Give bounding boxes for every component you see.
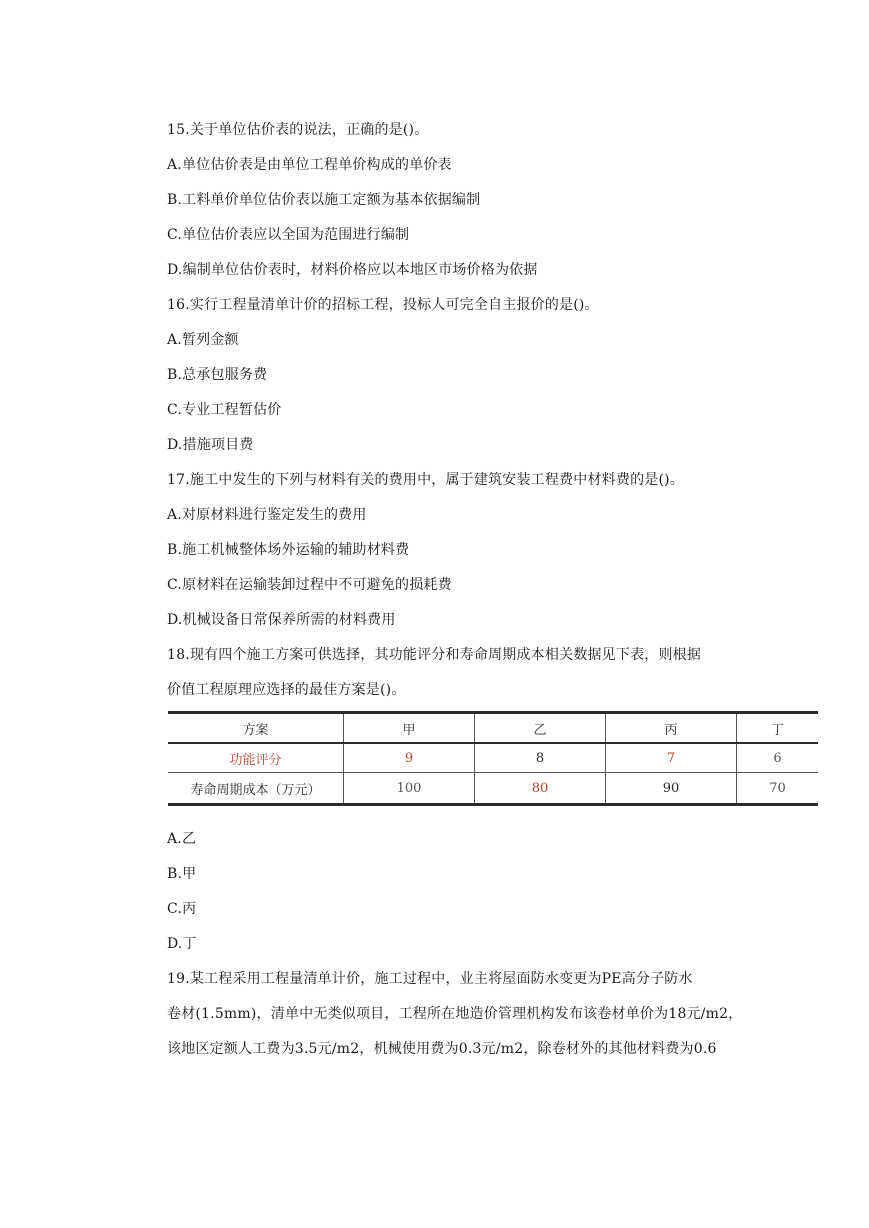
table-cell: 80: [475, 773, 606, 805]
table-header-cell: 甲: [344, 713, 475, 744]
question-15-option-b: B.工料单价单位估价表以施工定额为基本依据编制: [167, 192, 481, 208]
question-16-stem: 16.实行工程量清单计价的招标工程，投标人可完全自主报价的是()。: [167, 297, 599, 313]
question-15-option-c: C.单位估价表应以全国为范围进行编制: [167, 227, 410, 243]
table-header-row: [168, 713, 818, 744]
table-header-cell: 丁: [737, 713, 819, 744]
question-18-stem-line-2: 价值工程原理应选择的最佳方案是()。: [167, 682, 406, 698]
table-cell: 8: [475, 743, 606, 773]
question-19-stem-line-1: 19.某工程采用工程量清单计价，施工过程中，业主将屋面防水变更为PE高分子防水: [167, 971, 693, 987]
question-18-option-d: D.丁: [167, 936, 197, 952]
question-19-stem-line-3: 该地区定额人工费为3.5元/m2，机械使用费为0.3元/m2，除卷材外的其他材料费为0.6: [167, 1041, 717, 1057]
table-cell: 7: [606, 743, 737, 773]
table-cell: 90: [606, 773, 737, 805]
table-row-label: 功能评分: [168, 743, 344, 773]
table-header-cell: 方案: [168, 713, 344, 744]
question-16-option-c: C.专业工程暂估价: [167, 402, 282, 418]
question-18-option-c: C.丙: [167, 901, 197, 917]
question-17-stem: 17.施工中发生的下列与材料有关的费用中，属于建筑安装工程费中材料费的是()。: [167, 472, 684, 488]
question-17-option-d: D.机械设备日常保养所需的材料费用: [167, 612, 396, 628]
table-cell: 100: [344, 773, 475, 805]
question-16-option-b: B.总承包服务费: [167, 367, 268, 383]
table-cell: 6: [737, 743, 819, 773]
question-17-option-a: A.对原材料进行鉴定发生的费用: [167, 507, 367, 523]
question-18-option-a: A.乙: [167, 831, 197, 847]
table-row: [168, 773, 818, 805]
scheme-comparison-table: [168, 711, 814, 805]
table-cell: 70: [737, 773, 819, 805]
question-18-option-b: B.甲: [167, 866, 197, 882]
question-16-option-d: D.措施项目费: [167, 437, 254, 453]
question-15-stem: 15.关于单位估价表的说法，正确的是()。: [167, 122, 429, 138]
question-18-stem-line-1: 18.现有四个施工方案可供选择，其功能评分和寿命周期成本相关数据见下表，则根据: [167, 647, 702, 663]
question-17-option-b: B.施工机械整体场外运输的辅助材料费: [167, 542, 410, 558]
table-row: [168, 743, 818, 773]
table-row-label: 寿命周期成本（万元）: [168, 773, 344, 805]
question-15-option-d: D.编制单位估价表时，材料价格应以本地区市场价格为依据: [167, 262, 538, 278]
question-17-option-c: C.原材料在运输装卸过程中不可避免的损耗费: [167, 577, 452, 593]
question-19-stem-line-2: 卷材(1.5mm)，清单中无类似项目，工程所在地造价管理机构发布该卷材单价为18元/m2，: [167, 1006, 743, 1022]
table-header-cell: 丙: [606, 713, 737, 744]
table-header-cell: 乙: [475, 713, 606, 744]
question-16-option-a: A.暂列金额: [167, 332, 239, 348]
question-15-option-a: A.单位估价表是由单位工程单价构成的单价表: [167, 157, 452, 173]
table-cell: 9: [344, 743, 475, 773]
